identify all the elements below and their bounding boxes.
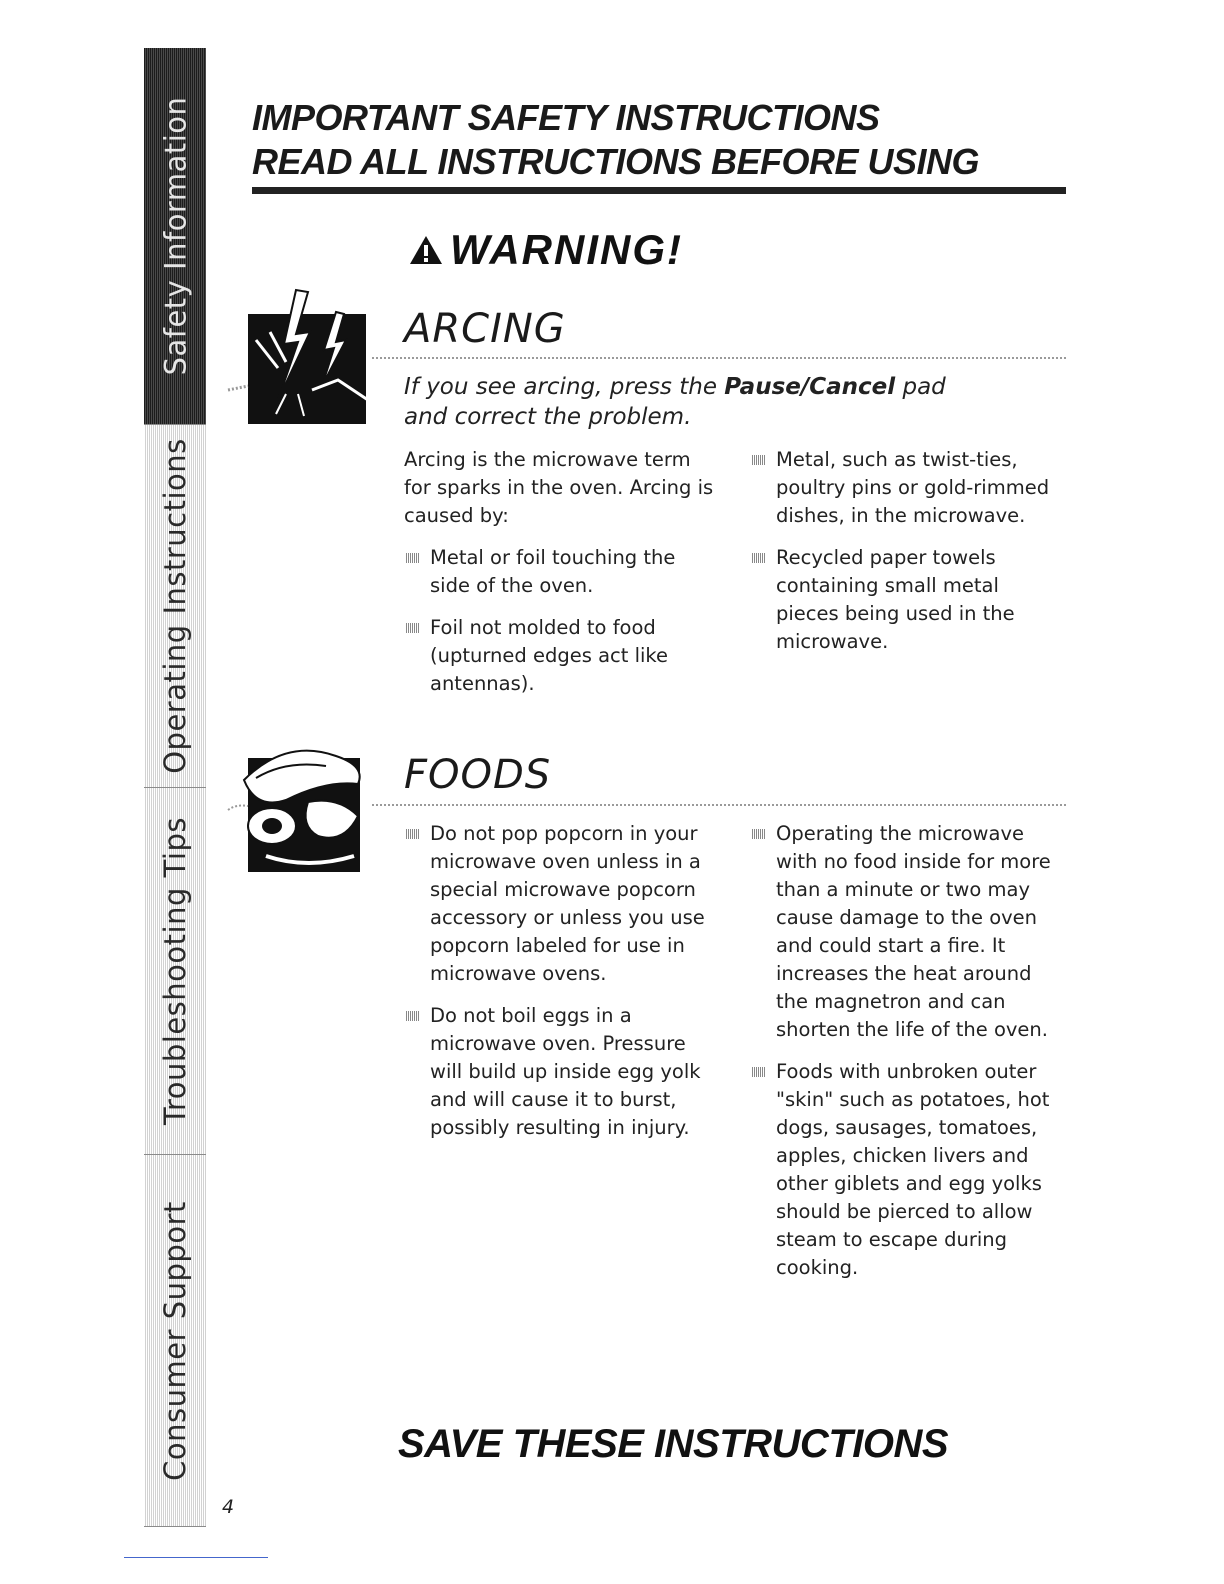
foods-rule	[372, 804, 1066, 806]
list-item	[404, 614, 714, 698]
list-item	[404, 1002, 714, 1142]
page-number: 4	[222, 1496, 235, 1518]
foods-title: FOODS	[404, 752, 552, 798]
list-item	[750, 446, 1060, 530]
list-item-text: Metal or foil touching the side of the oven.	[430, 546, 676, 597]
callout-text: If you see arcing, press the	[404, 374, 725, 400]
pause-cancel-pad: Pause/Cancel	[724, 374, 896, 400]
list-item-text: Do not boil eggs in a microwave oven. Pressure will build up inside egg yolk and will cause it to burst, possibly resulting in injury.	[430, 1004, 701, 1139]
arcing-title: ARCING	[404, 306, 566, 352]
title-line-1: IMPORTANT SAFETY INSTRUCTIONS	[252, 97, 880, 138]
list-item-text: Foods with unbroken outer "skin" such as potatoes, hot dogs, sausages, tomatoes, apples, chicken livers and other giblets and egg yolks should be pierced to allow steam to escape during cooking.	[776, 1060, 1050, 1279]
bullet-icon	[752, 829, 765, 839]
list-item	[750, 820, 1060, 1044]
callout-text: pad	[895, 374, 946, 400]
bullet-icon	[406, 1011, 419, 1021]
header-rule	[252, 187, 1066, 194]
tab-label: Safety Information	[158, 96, 193, 376]
list-item-text: Metal, such as twist-ties, poultry pins or gold-rimmed dishes, in the microwave.	[776, 448, 1050, 527]
side-tabs	[144, 48, 206, 1526]
bullet-icon	[406, 623, 419, 633]
arcing-left-column	[404, 446, 714, 712]
foods-egg-icon	[226, 740, 374, 874]
list-item	[404, 820, 714, 988]
arcing-intro: Arcing is the microwave term for sparks in the oven. Arcing is caused by:	[404, 448, 714, 527]
title-line-2: READ ALL INSTRUCTIONS BEFORE USING	[252, 141, 980, 182]
tab-operating-instructions[interactable]	[144, 425, 206, 788]
tab-label: Consumer Support	[158, 1200, 193, 1481]
list-item	[750, 1058, 1060, 1282]
tab-troubleshooting-tips[interactable]	[144, 788, 206, 1155]
bullet-icon	[406, 829, 419, 839]
warning-heading	[408, 226, 683, 274]
bullet-icon	[752, 455, 765, 465]
arcing-right-column	[750, 446, 1060, 670]
list-item-text: Operating the microwave with no food inside for more than a minute or two may cause damage to the oven and could start a fire. It increases the heat around the magnetron and can shorten the life of the oven.	[776, 822, 1051, 1041]
list-item	[404, 544, 714, 600]
list-item-text: Foil not molded to food (upturned edges act like antennas).	[430, 616, 669, 695]
list-item-text: Do not pop popcorn in your microwave oven unless in a special microwave popcorn accessory or unless you use popcorn labeled for use in microwave ovens.	[430, 822, 705, 985]
warning-label: WARNING!	[450, 226, 683, 273]
bullet-icon	[752, 553, 765, 563]
arcing-callout	[404, 372, 1044, 432]
callout-text: and correct the problem.	[404, 404, 692, 430]
list-item	[750, 544, 1060, 656]
list-item-text: Recycled paper towels containing small metal pieces being used in the microwave.	[776, 546, 1015, 653]
warning-triangle-icon	[408, 234, 444, 266]
arcing-lightning-icon	[226, 282, 374, 428]
foods-left-column	[404, 820, 714, 1156]
foods-right-column	[750, 820, 1060, 1296]
bullet-icon	[406, 553, 419, 563]
bullet-icon	[752, 1067, 765, 1077]
page-title	[252, 96, 979, 184]
arcing-rule	[372, 357, 1066, 359]
save-instructions: SAVE THESE INSTRUCTIONS	[398, 1422, 949, 1466]
tab-safety-information[interactable]	[144, 48, 206, 425]
footer-rule	[124, 1557, 268, 1558]
tab-consumer-support[interactable]	[144, 1155, 206, 1527]
tab-label: Operating Instructions	[158, 438, 192, 774]
tab-label: Troubleshooting Tips	[158, 817, 193, 1125]
